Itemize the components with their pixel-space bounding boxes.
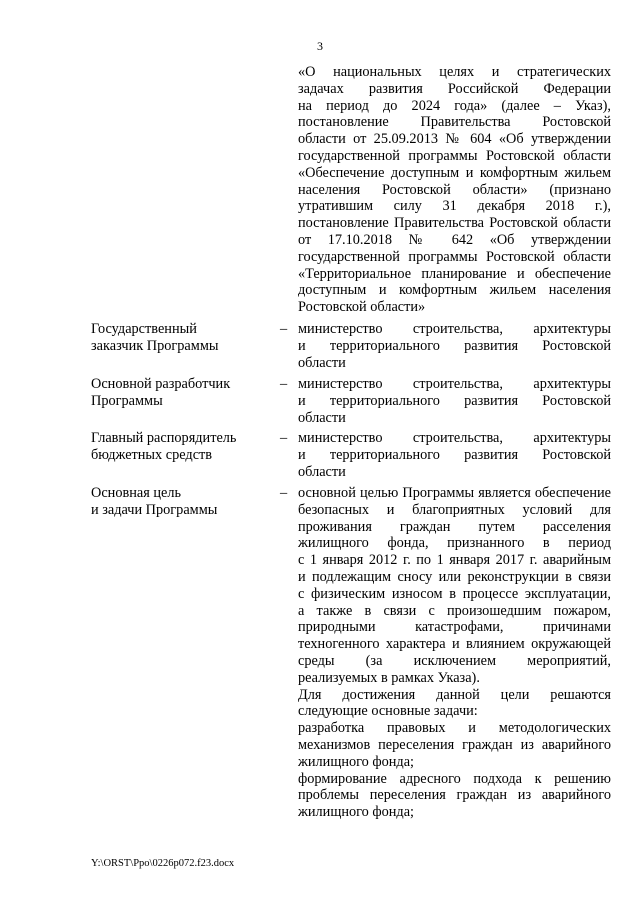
text-line: доступным и комфортным жильем населения — [298, 282, 611, 299]
text-line: министерство строительства, архитектуры — [298, 430, 611, 446]
row-dash: – — [280, 430, 288, 446]
row-dash: – — [280, 376, 288, 392]
text-line: постановление Правительства Ростовской — [298, 114, 611, 131]
text-line: проблемы переселения граждан из аварийного — [298, 787, 611, 804]
text-line: с 1 января 2012 г. по 1 января 2017 г. аварийным — [298, 552, 611, 569]
text-line: государственной программы Ростовской области — [298, 147, 611, 164]
text-line: жилищного фонда; — [298, 804, 415, 821]
text-line: постановление Правительства Ростовской области — [298, 215, 611, 232]
text-line: с физическим износом в процессе эксплуатации, — [298, 585, 611, 602]
file-path-footer: Y:\ORST\Ppo\0226p072.f23.docx — [91, 858, 235, 869]
text-line: от 17.10.2018 № 642 «Об утверждении — [298, 231, 611, 248]
text-line: населения Ростовской области» (признано — [298, 181, 611, 198]
label-line: Основная цель — [91, 485, 182, 501]
text-line: безопасных и благоприятных условий для — [298, 501, 611, 518]
label-line: бюджетных средств — [91, 446, 213, 463]
row-label-chief-manager — [91, 430, 271, 464]
text-line: «О национальных целях и стратегических — [298, 64, 611, 80]
text-line: «Территориальное планирование и обеспечение — [298, 265, 611, 282]
label-line: Программы — [91, 392, 163, 409]
label-line: заказчик Программы — [91, 337, 219, 354]
text-line: следующие основные задачи: — [298, 703, 478, 720]
row-value-main-developer — [298, 376, 611, 426]
text-line: природными катастрофами, причинами — [298, 619, 611, 636]
text-line: Для достижения данной цели решаются — [298, 686, 611, 703]
text-line: и территориального развития Ростовской — [298, 337, 611, 354]
row-label-goal-objectives — [91, 485, 271, 519]
label-line: Основной разработчик — [91, 376, 231, 392]
text-line: области от 25.09.2013 № 604 «Об утверждении — [298, 131, 611, 148]
row-value-chief-manager — [298, 430, 611, 480]
text-line: а также в связи с произошедшим пожаром, — [298, 602, 611, 619]
continuation-paragraph — [298, 64, 611, 316]
text-line: утратившим силу 31 декабря 2018 г.), — [298, 198, 611, 215]
text-line: механизмов переселения граждан из аварийного — [298, 736, 611, 753]
text-line: Ростовской области» — [298, 299, 426, 316]
text-line: и территориального развития Ростовской — [298, 446, 611, 463]
label-line: Государственный — [91, 321, 197, 337]
label-line: Главный распорядитель — [91, 430, 237, 446]
row-value-state-customer — [298, 321, 611, 371]
text-line: «Обеспечение доступным и комфортным жильем — [298, 164, 611, 181]
text-line: разработка правовых и методологических — [298, 720, 611, 737]
text-line: министерство строительства, архитектуры — [298, 321, 611, 337]
label-line: и задачи Программы — [91, 501, 218, 518]
row-dash: – — [280, 321, 288, 337]
text-line: и подлежащим сносу или реконструкции в связи — [298, 568, 611, 585]
row-label-state-customer — [91, 321, 271, 355]
text-line: министерство строительства, архитектуры — [298, 376, 611, 392]
text-line: реализуемых в рамках Указа). — [298, 669, 480, 686]
row-dash: – — [280, 485, 288, 501]
text-line: области — [298, 409, 346, 426]
text-line: основной целью Программы является обеспечение — [298, 485, 611, 501]
text-line: проживания граждан путем расселения — [298, 518, 611, 535]
page-number: 3 — [317, 39, 323, 53]
text-line: на период до 2024 года» (далее – Указ), — [298, 97, 611, 114]
text-line: области — [298, 463, 346, 480]
text-line: техногенного характера и влиянием окружающей — [298, 636, 611, 653]
text-line: и территориального развития Ростовской — [298, 392, 611, 409]
row-label-main-developer — [91, 376, 271, 410]
text-line: среды (за исключением мероприятий, — [298, 652, 611, 669]
text-line: области — [298, 354, 346, 371]
text-line: формирование адресного подхода к решению — [298, 770, 611, 787]
text-line: государственной программы Ростовской области — [298, 248, 611, 265]
row-value-goal-objectives — [298, 485, 611, 821]
text-line: жилищного фонда; — [298, 753, 415, 770]
text-line: задачах развития Российской Федерации — [298, 80, 611, 97]
text-line: жилищного фонда, признанного в период — [298, 535, 611, 552]
